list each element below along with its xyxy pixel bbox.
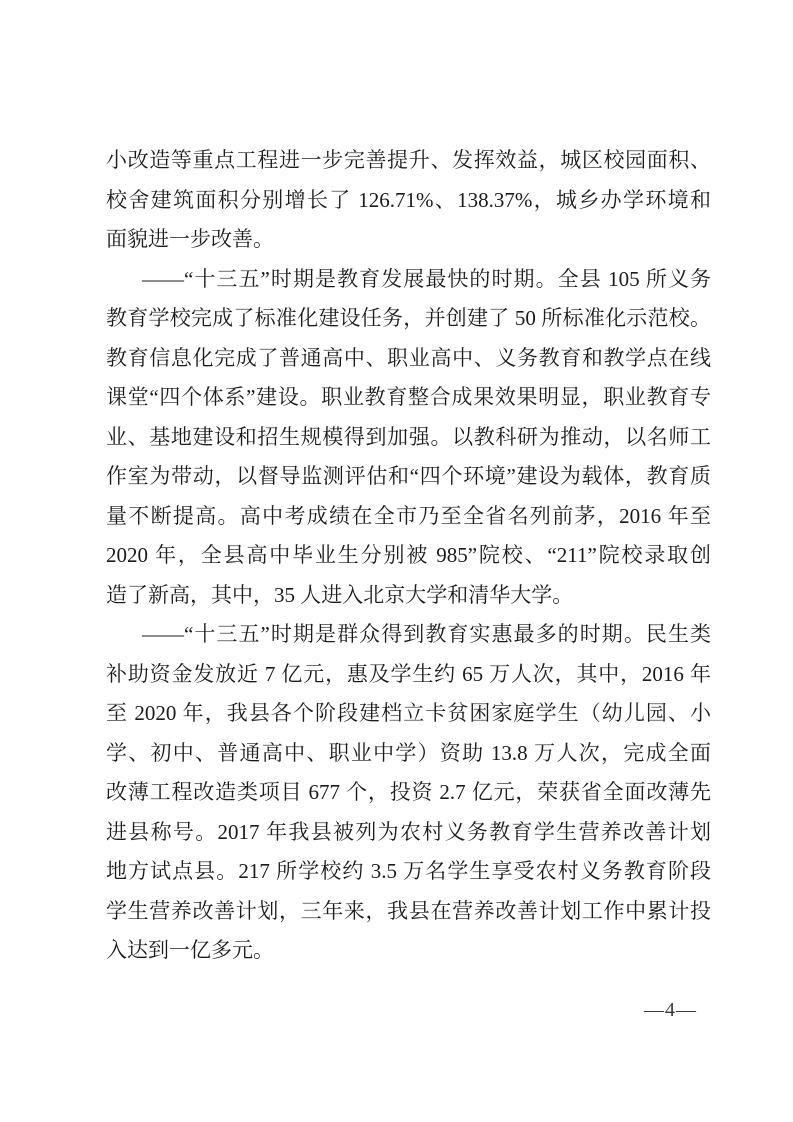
text-line: 至 2020 年，我县各个阶段建档立卡贫困家庭学生（幼儿园、小 bbox=[106, 701, 711, 725]
paragraph-1 bbox=[106, 141, 711, 260]
page-footer bbox=[0, 999, 793, 1029]
text-line: 量不断提高。高中考成绩在全市乃至全省名列前茅，2016 年至 bbox=[106, 503, 711, 528]
text-line: 进县称号。2017 年我县被列为农村义务教育学生营养改善计划 bbox=[106, 819, 711, 844]
paragraph-3 bbox=[106, 615, 711, 971]
text-line: 2020 年，全县高中毕业生分别被 985”院校、“211”院校录取创 bbox=[106, 543, 711, 567]
text-line: 面貌进一步改善。 bbox=[106, 227, 274, 251]
text-line: 造了新高，其中，35 人进入北京大学和清华大学。 bbox=[106, 582, 574, 607]
text-line: 作室为带动，以督导监测评估和“四个环境”建设为载体，教育质 bbox=[106, 464, 711, 488]
text-line: 业、基地建设和招生规模得到加强。以教科研为推动，以名师工 bbox=[106, 424, 711, 449]
text-line: 校舍建筑面积分别增长了 126.71%、138.37%，城乡办学环境和 bbox=[106, 187, 711, 212]
text-line: 补助资金发放近 7 亿元，惠及学生约 65 万人次，其中，2016 年 bbox=[106, 661, 711, 686]
text-line: ——“十三五”时期是群众得到教育实惠最多的时期。民生类 bbox=[142, 622, 711, 646]
text-line: 课堂“四个体系”建设。职业教育整合成果效果明显，职业教育专 bbox=[106, 385, 711, 409]
text-line: ——“十三五”时期是教育发展最快的时期。全县 105 所义务 bbox=[142, 266, 711, 291]
text-line: 教育信息化完成了普通高中、职业高中、义务教育和教学点在线 bbox=[106, 345, 711, 370]
page-number: —4— bbox=[644, 999, 697, 1021]
text-line: 小改造等重点工程进一步完善提升、发挥效益，城区校园面积、 bbox=[106, 148, 711, 172]
text-line: 入达到一亿多元。 bbox=[106, 938, 274, 962]
text-line: 学、初中、普通高中、职业中学）资助 13.8 万人次，完成全面 bbox=[106, 740, 711, 765]
text-line: 学生营养改善计划，三年来，我县在营养改善计划工作中累计投 bbox=[106, 898, 711, 923]
text-line: 改薄工程改造类项目 677 个，投资 2.7 亿元，荣获省全面改薄先 bbox=[106, 780, 711, 804]
document-body bbox=[106, 141, 711, 971]
text-line: 地方试点县。217 所学校约 3.5 万名学生享受农村义务教育阶段 bbox=[106, 859, 711, 883]
paragraph-2 bbox=[106, 260, 711, 616]
text-line: 教育学校完成了标准化建设任务，并创建了 50 所标准化示范校。 bbox=[106, 306, 711, 330]
